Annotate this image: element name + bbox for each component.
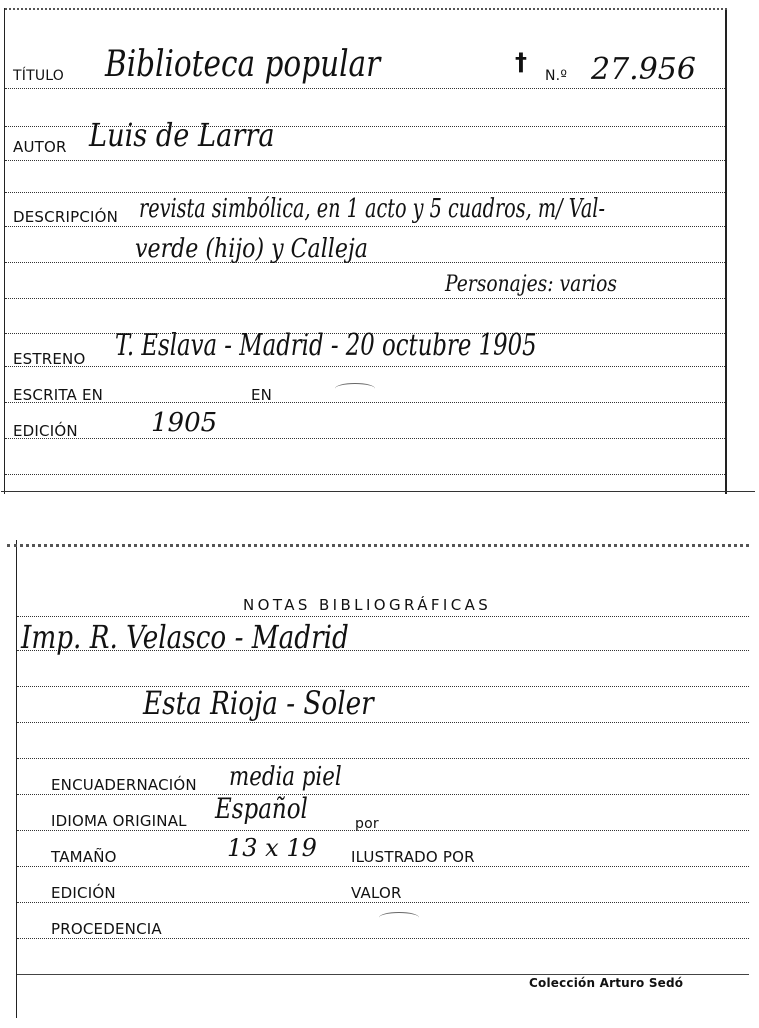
ruled-line (5, 298, 725, 299)
ruled-line (17, 974, 749, 975)
por-label: por (355, 816, 379, 832)
ruled-line (5, 226, 725, 227)
numero-value: 27.956 (591, 52, 696, 87)
stamp-mark (379, 912, 419, 923)
collection-credit: Colección Arturo Sedó (529, 976, 684, 990)
ruled-line (5, 474, 725, 475)
procedencia-label: PROCEDENCIA (51, 920, 162, 938)
encuadernacion-label: ENCUADERNACIÓN (51, 776, 197, 794)
tamano-value: 13 x 19 (227, 834, 317, 862)
numero-label: N.º (545, 68, 568, 84)
ruled-line (5, 88, 725, 89)
ruled-line (17, 830, 749, 831)
estreno-value: T. Eslava - Madrid - 20 octubre 1905 (115, 328, 537, 363)
ruled-line (5, 402, 725, 403)
autor-label: AUTOR (13, 138, 67, 156)
notas-heading: NOTAS BIBLIOGRÁFICAS (243, 596, 492, 614)
valor-label: VALOR (351, 884, 402, 902)
descripcion-line3: Personajes: varios (445, 272, 617, 297)
catalog-card-bottom (16, 540, 749, 1018)
tamano-label: TAMAÑO (51, 848, 117, 866)
ruled-line (17, 902, 749, 903)
ruled-line (5, 160, 725, 161)
edicion-label: EDICIÓN (51, 884, 116, 902)
escrita-en-label: ESCRITA EN (13, 386, 104, 404)
descripcion-label: DESCRIPCIÓN (13, 208, 119, 226)
titulo-label: TÍTULO (13, 68, 64, 84)
cross-icon: † (515, 48, 527, 76)
ruled-line (17, 758, 749, 759)
encuadernacion-value: media piel (229, 762, 342, 792)
descripcion-line1: revista simbólica, en 1 acto y 5 cuadros, m/ Val- (139, 194, 605, 224)
ruled-line (17, 938, 749, 939)
estreno-label: ESTRENO (13, 350, 86, 368)
note-line-1: Imp. R. Velasco - Madrid (21, 618, 349, 656)
titulo-value: Biblioteca popular (105, 44, 381, 85)
ruled-line (17, 722, 749, 723)
descripcion-line2: verde (hijo) y Calleja (135, 234, 368, 264)
ruled-line (5, 438, 725, 439)
ruled-line (17, 794, 749, 795)
ruled-line (17, 686, 749, 687)
idioma-original-value: Español (215, 792, 308, 825)
autor-value: Luis de Larra (89, 116, 275, 154)
ruled-line (17, 866, 749, 867)
catalog-card-top (4, 8, 727, 494)
ruled-line (5, 366, 725, 367)
idioma-original-label: IDIOMA ORIGINAL (51, 812, 187, 830)
ilustrado-por-label: ILUSTRADO POR (351, 848, 475, 866)
edicion-value: 1905 (151, 408, 218, 438)
ruled-line (5, 192, 725, 193)
en-label: EN (251, 386, 273, 404)
ruled-line (17, 616, 749, 617)
note-line-2: Esta Rioja - Soler (143, 684, 374, 722)
edicion-label: EDICIÓN (13, 422, 78, 440)
stamp-mark (335, 383, 375, 394)
card-edge (1, 491, 755, 492)
